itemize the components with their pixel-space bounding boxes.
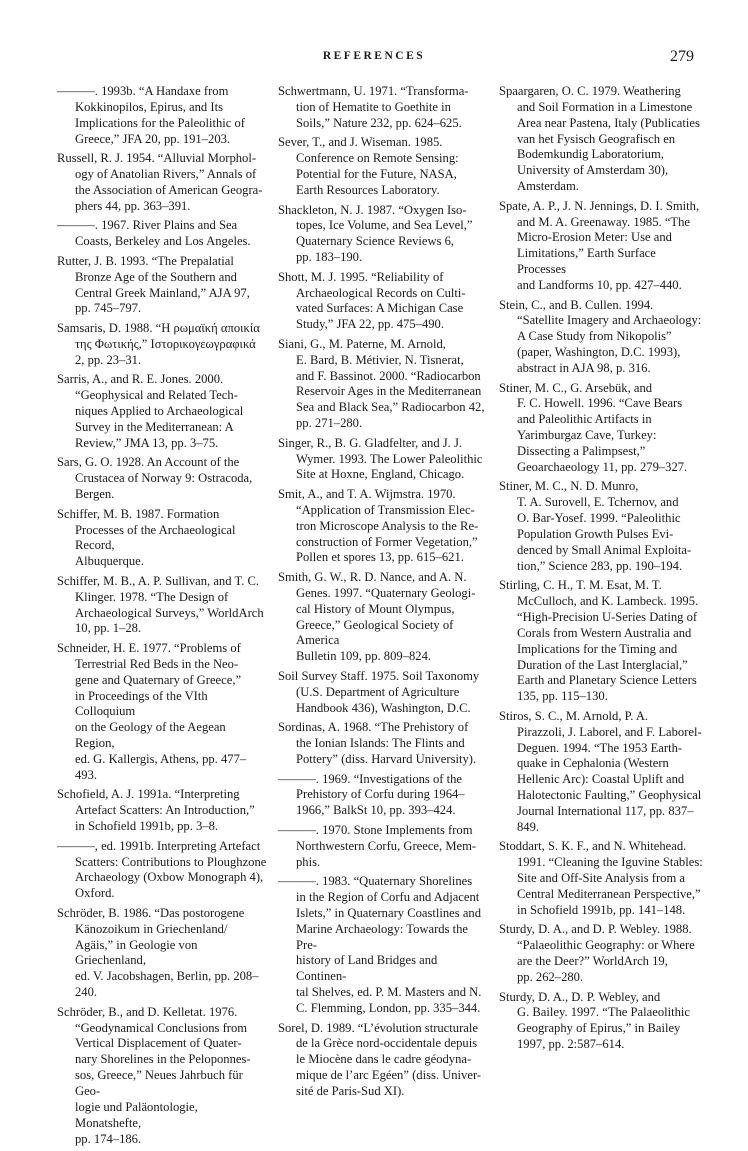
- reference-entry: [278, 337, 488, 432]
- reference-line: 10, pp. 1–28.: [75, 621, 142, 636]
- reference-line: Crustacea of Norway 9: Ostracoda,: [75, 471, 253, 486]
- reference-line: Duration of the Last Interglacial,”: [517, 657, 688, 672]
- reference-line: 1966,” BalkSt 10, pp. 393–424.: [296, 803, 456, 818]
- reference-line: Deguen. 1994. “The 1953 Earth-: [517, 740, 683, 755]
- page-number: 279: [670, 48, 694, 65]
- reference-line: Pottery” (diss. Harvard University).: [296, 751, 477, 766]
- reference-line: Archaeological Surveys,” WorldArch: [75, 605, 264, 620]
- reference-line: Schröder, B. 1986. “Das postorogene: [57, 905, 245, 920]
- reference-line: Corals from Western Australia and: [517, 625, 692, 640]
- reference-line: sos, Greece,” Neues Jahrbuch für Geo-: [75, 1068, 247, 1098]
- reference-line: Hellenic Arc): Coastal Uplift and: [517, 772, 685, 787]
- reference-entry: [278, 874, 488, 1017]
- reference-line: abstract in AJA 98, p. 316.: [517, 360, 651, 375]
- reference-line: ———. 1993b. “A Handaxe from: [57, 84, 229, 98]
- reference-line: Schneider, H. E. 1977. “Problems of: [57, 641, 241, 656]
- reference-line: Singer, R., B. G. Gladfelter, and J. J.: [278, 435, 463, 450]
- reference-line: 135, pp. 115–130.: [517, 689, 608, 704]
- reference-line: Earth Resources Laboratory.: [296, 182, 440, 197]
- reference-line: A Case Study from Nikopolis”: [517, 329, 672, 344]
- reference-entry: [278, 270, 488, 333]
- reference-line: pp. 262–280.: [517, 969, 584, 984]
- reference-line: McCulloch, and K. Lambeck. 1995.: [517, 594, 699, 609]
- reference-line: “Application of Transmission Elec-: [296, 502, 475, 517]
- reference-line: Spate, A. P., J. N. Jennings, D. I. Smith,: [499, 198, 700, 213]
- reference-line: ed. V. Jacobshagen, Berlin, pp. 208–: [75, 969, 259, 984]
- reference-entry: [278, 720, 488, 768]
- reference-line: Population Growth Pulses Evi-: [517, 526, 674, 541]
- reference-line: Dissecting a Palimpsest,”: [517, 443, 646, 458]
- reference-line: Siani, G., M. Paterne, M. Arnold,: [278, 336, 446, 351]
- reference-line: Stirling, C. H., T. M. Esat, M. T.: [499, 578, 662, 593]
- reference-line: tal Shelves, ed. P. M. Masters and N.: [296, 985, 482, 1000]
- reference-line: Scatters: Contributions to Ploughzone: [75, 854, 267, 869]
- reference-entry: [57, 321, 267, 369]
- reference-entry: [57, 787, 267, 835]
- reference-line: the Ionian Islands: The Flints and: [296, 736, 465, 751]
- reference-entry: [278, 436, 488, 484]
- reference-line: Wymer. 1993. The Lower Paleolithic: [296, 451, 483, 466]
- reference-entry: [499, 479, 707, 574]
- reference-line: University of Amsterdam 30),: [517, 163, 669, 178]
- reference-line: Quaternary Science Reviews 6,: [296, 234, 455, 249]
- reference-line: Genes. 1997. “Quaternary Geologi-: [296, 585, 476, 600]
- reference-line: phis.: [296, 854, 321, 869]
- reference-entry: [57, 507, 267, 570]
- reference-line: the Association of American Geogra-: [75, 182, 263, 197]
- reference-line: Smith, G. W., R. D. Nance, and A. N.: [278, 570, 467, 585]
- reference-line: Greece,” Geological Society of America: [296, 617, 456, 648]
- reference-entry: [57, 906, 267, 1001]
- reference-line: in the Region of Corfu and Adjacent: [296, 890, 480, 905]
- reference-line: van het Fysisch Geografisch en: [517, 131, 676, 146]
- reference-line: in Schofield 1991b, pp. 141–148.: [517, 902, 686, 917]
- reference-line: Geography of Epirus,” in Bailey: [517, 1021, 681, 1036]
- reference-entry: [57, 839, 267, 902]
- reference-line: “Geodynamical Conclusions from: [75, 1020, 248, 1035]
- reference-line: Site at Hoxne, England, Chicago.: [296, 467, 465, 482]
- reference-line: history of Land Bridges and Continen-: [296, 953, 441, 984]
- reference-line: Amsterdam.: [517, 179, 579, 194]
- reference-line: ———. 1970. Stone Implements from: [278, 822, 473, 837]
- reference-line: Stein, C., and B. Cullen. 1994.: [499, 297, 654, 312]
- reference-entry: [278, 669, 488, 717]
- reference-line: in Schofield 1991b, pp. 3–8.: [75, 819, 219, 834]
- reference-line: G. Bailey. 1997. “The Palaeolithic: [517, 1005, 690, 1020]
- reference-line: Central Greek Mainland,” AJA 97,: [75, 285, 250, 300]
- reference-entry: [499, 922, 707, 985]
- reference-line: Vertical Displacement of Quater-: [75, 1036, 242, 1051]
- reference-line: and Soil Formation in a Limestone: [517, 99, 693, 114]
- reference-line: “High-Precision U-Series Dating of: [517, 609, 698, 624]
- reference-entry: [57, 84, 267, 147]
- reference-line: Soils,” Nature 232, pp. 624–625.: [296, 115, 462, 130]
- reference-line: 240.: [75, 985, 98, 1000]
- reference-line: tion of Hematite to Goethite in: [296, 99, 451, 114]
- reference-line: Albuquerque.: [75, 554, 144, 569]
- reference-line: Implications for the Timing and: [517, 641, 678, 656]
- reference-line: Sars, G. O. 1928. An Account of the: [57, 455, 240, 470]
- reference-line: Central Mediterranean Perspective,”: [517, 886, 701, 901]
- reference-line: niques Applied to Archaeological: [75, 404, 244, 419]
- reference-line: Russell, R. J. 1954. “Alluvial Morphol-: [57, 151, 257, 166]
- reference-line: Stiner, M. C., N. D. Munro,: [499, 479, 639, 494]
- reference-line: της Φωτικής,” Ιστορικογεωγραφικά: [75, 336, 256, 351]
- reference-line: Sturdy, D. A., D. P. Webley, and: [499, 989, 661, 1004]
- reference-line: Conference on Remote Sensing:: [296, 151, 459, 166]
- reference-line: “Palaeolithic Geography: or Where: [517, 938, 695, 953]
- reference-entry: [57, 641, 267, 784]
- reference-line: Micro-Erosion Meter: Use and: [517, 230, 672, 245]
- reference-line: Sarris, A., and R. E. Jones. 2000.: [57, 372, 224, 387]
- reference-entry: [278, 1021, 488, 1100]
- reference-line: 493.: [75, 767, 98, 782]
- reference-line: le Miocène dans le cadre géodyna-: [296, 1052, 472, 1067]
- reference-line: pp. 271–280.: [296, 416, 363, 431]
- reference-entry: [57, 1005, 267, 1148]
- reference-entry: [278, 135, 488, 198]
- reference-line: Prehistory of Corfu during 1964–: [296, 787, 465, 802]
- reference-line: Rutter, J. B. 1993. “The Prepalatial: [57, 253, 234, 268]
- reference-line: Survey in the Mediterranean: A: [75, 419, 234, 434]
- page-header: [0, 50, 748, 72]
- reference-line: Bergen.: [75, 487, 115, 502]
- reference-line: Yarimburgaz Cave, Turkey:: [517, 428, 657, 443]
- reference-line: Spaargaren, O. C. 1979. Weathering: [499, 84, 681, 98]
- reference-line: Review,” JMA 13, pp. 3–75.: [75, 435, 219, 450]
- reference-line: 1997, pp. 2:587–614.: [517, 1037, 625, 1052]
- reference-line: Pirazzoli, J. Laborel, and F. Laborel-: [517, 724, 702, 739]
- reference-line: Bodemkundig Laboratorium,: [517, 147, 664, 162]
- reference-line: Area near Pastena, Italy (Publicaties: [517, 115, 700, 130]
- reference-line: Soil Survey Staff. 1975. Soil Taxonomy: [278, 668, 480, 683]
- reference-line: Schwertmann, U. 1971. “Transforma-: [278, 84, 469, 98]
- reference-line: Artefact Scatters: An Introduction,”: [75, 803, 255, 818]
- reference-line: Shott, M. J. 1995. “Reliability of: [278, 269, 444, 284]
- reference-line: in Proceedings of the VIth Colloquium: [75, 688, 211, 719]
- reference-line: denced by Small Animal Exploita-: [517, 542, 692, 557]
- reference-line: F. C. Howell. 1996. “Cave Bears: [517, 396, 683, 411]
- reference-entry: [499, 84, 707, 195]
- reference-line: Bronze Age of the Southern and: [75, 269, 237, 284]
- reference-line: gene and Quaternary of Greece,”: [75, 672, 242, 687]
- reference-entry: [499, 381, 707, 476]
- reference-line: sité de Paris-Sud XI).: [296, 1083, 405, 1098]
- reference-line: and F. Bassinot. 2000. “Radiocarbon: [296, 368, 481, 383]
- reference-line: Northwestern Corfu, Greece, Mem-: [296, 838, 477, 853]
- reference-line: “Geophysical and Related Tech-: [75, 388, 238, 403]
- reference-line: are the Deer?” WorldArch 19,: [517, 954, 668, 969]
- reference-line: Reservoir Ages in the Mediterranean: [296, 384, 482, 399]
- reference-line: Sever, T., and J. Wiseman. 1985.: [278, 135, 443, 150]
- reference-entry: [278, 84, 488, 132]
- reference-line: tron Microscope Analysis to the Re-: [296, 518, 479, 533]
- reference-line: cal History of Mount Olympus,: [296, 601, 455, 616]
- reference-line: pp. 174–186.: [75, 1131, 142, 1146]
- reference-line: and Paleolithic Artifacts in: [517, 412, 652, 427]
- reference-line: Schofield, A. J. 1991a. “Interpreting: [57, 787, 240, 802]
- reference-line: Känozoikum in Griechenland/: [75, 921, 228, 936]
- reference-entry: [57, 218, 267, 250]
- reference-line: Site and Off-Site Analysis from a: [517, 871, 686, 886]
- reference-line: Handbook 436), Washington, D.C.: [296, 700, 471, 715]
- reference-line: 849.: [517, 819, 540, 834]
- reference-line: nary Shorelines in the Peloponnes-: [75, 1052, 251, 1067]
- reference-column-3: [499, 84, 707, 1057]
- reference-line: Oxford.: [75, 886, 115, 901]
- reference-line: Sorel, D. 1989. “L’évolution structurale: [278, 1020, 478, 1035]
- reference-line: ———. 1969. “Investigations of the: [278, 771, 462, 786]
- reference-entry: [57, 372, 267, 451]
- reference-column-1: [57, 84, 267, 1151]
- reference-line: ogy of Anatolian Rivers,” Annals of: [75, 167, 257, 182]
- reference-line: Geoarchaeology 11, pp. 279–327.: [517, 459, 688, 474]
- reference-line: Archaeological Records on Culti-: [296, 285, 466, 300]
- reference-line: ———. 1983. “Quaternary Shorelines: [278, 874, 473, 889]
- reference-line: 1991. “Cleaning the Iguvine Stables:: [517, 855, 703, 870]
- reference-line: on the Geology of the Aegean Region,: [75, 720, 229, 751]
- reference-entry: [499, 709, 707, 836]
- reference-line: Kokkinopilos, Epirus, and Its: [75, 99, 223, 114]
- reference-line: Stiner, M. C., G. Arsebük, and: [499, 380, 653, 395]
- reference-line: pp. 745–797.: [75, 301, 142, 316]
- reference-line: O. Bar-Yosef. 1999. “Paleolithic: [517, 511, 681, 526]
- reference-entry: [57, 151, 267, 214]
- reference-line: E. Bard, B. Métivier, N. Tisnerat,: [296, 352, 464, 367]
- reference-line: Samsaris, D. 1988. “Η ρωμαϊκή αποικία: [57, 321, 260, 335]
- reference-line: ———. 1967. River Plains and Sea: [57, 218, 238, 233]
- reference-line: Limitations,” Earth Surface Processes: [517, 246, 659, 277]
- reference-line: Klinger. 1978. “The Design of: [75, 589, 229, 604]
- reference-entry: [499, 298, 707, 377]
- reference-line: phers 44, pp. 363–391.: [75, 198, 191, 213]
- reference-line: ———, ed. 1991b. Interpreting Artefact: [57, 838, 261, 853]
- reference-line: (U.S. Department of Agriculture: [296, 684, 460, 699]
- reference-line: and M. A. Greenaway. 1985. “The: [517, 214, 690, 229]
- reference-line: Study,” JFA 22, pp. 475–490.: [296, 317, 444, 332]
- reference-entry: [278, 203, 488, 266]
- reference-line: vated Surfaces: A Michigan Case: [296, 301, 464, 316]
- reference-line: Sordinas, A. 1968. “The Prehistory of: [278, 720, 469, 735]
- reference-line: Processes of the Archaeological Record,: [75, 522, 239, 553]
- reference-line: Terrestrial Red Beds in the Neo-: [75, 656, 239, 671]
- reference-line: Halotectonic Faulting,” Geophysical: [517, 788, 702, 803]
- reference-line: logie und Paläontologie, Monatshefte,: [75, 1099, 201, 1130]
- reference-line: topes, Ice Volume, and Sea Level,”: [296, 218, 473, 233]
- reference-entry: [278, 570, 488, 665]
- reference-entry: [499, 990, 707, 1053]
- reference-line: de la Grèce nord-occidentale depuis: [296, 1036, 478, 1051]
- reference-line: Potential for the Future, NASA,: [296, 167, 457, 182]
- reference-line: Bulletin 109, pp. 809–824.: [296, 649, 432, 664]
- reference-line: Schröder, B., and D. Kelletat. 1976.: [57, 1004, 238, 1019]
- reference-line: Coasts, Berkeley and Los Angeles.: [75, 234, 251, 249]
- reference-line: Sturdy, D. A., and D. P. Webley. 1988.: [499, 922, 692, 937]
- reference-line: “Satellite Imagery and Archaeology:: [517, 313, 702, 328]
- reference-line: Stiros, S. C., M. Arnold, P. A.: [499, 708, 649, 723]
- reference-line: T. A. Surovell, E. Tchernov, and: [517, 495, 679, 510]
- reference-line: tion,” Science 283, pp. 190–194.: [517, 558, 683, 573]
- reference-entry: [278, 772, 488, 820]
- reference-line: construction of Former Vegetation,”: [296, 534, 478, 549]
- reference-line: 2, pp. 23–31.: [75, 352, 142, 367]
- reference-line: Marine Archaeology: Towards the Pre-: [296, 921, 472, 952]
- reference-entry: [499, 578, 707, 705]
- reference-entry: [57, 574, 267, 637]
- reference-line: Agäis,” in Geologie von Griechenland,: [75, 937, 201, 968]
- reference-line: C. Flemming, London, pp. 335–344.: [296, 1000, 481, 1015]
- reference-column-2: [278, 84, 488, 1104]
- reference-line: Greece,” JFA 20, pp. 191–203.: [75, 131, 231, 146]
- reference-entry: [278, 487, 488, 566]
- reference-line: quake in Cephalonia (Western: [517, 756, 669, 771]
- reference-line: mique de l’arc Egéen” (diss. Univer-: [296, 1068, 482, 1083]
- reference-line: Smit, A., and T. A. Wijmstra. 1970.: [278, 487, 456, 502]
- reference-entry: [499, 839, 707, 918]
- reference-line: pp. 183–190.: [296, 250, 363, 265]
- reference-line: Pollen et spores 13, pp. 615–621.: [296, 550, 464, 565]
- reference-line: (paper, Washington, D.C. 1993),: [517, 345, 681, 360]
- reference-line: Earth and Planetary Science Letters: [517, 673, 697, 688]
- reference-line: Journal International 117, pp. 837–: [517, 803, 694, 818]
- reference-entry: [499, 199, 707, 294]
- reference-line: Shackleton, N. J. 1987. “Oxygen Iso-: [278, 202, 467, 217]
- reference-line: Schiffer, M. B. 1987. Formation: [57, 506, 220, 521]
- reference-line: Sea and Black Sea,” Radiocarbon 42,: [296, 400, 485, 415]
- reference-line: Archaeology (Oxbow Monograph 4),: [75, 870, 264, 885]
- reference-line: Schiffer, M. B., A. P. Sullivan, and T. C.: [57, 573, 260, 588]
- reference-line: Stoddart, S. K. F., and N. Whitehead.: [499, 839, 687, 854]
- running-head: REFERENCES: [322, 50, 426, 62]
- reference-entry: [57, 455, 267, 503]
- reference-entry: [278, 823, 488, 871]
- reference-line: Islets,” in Quaternary Coastlines and: [296, 905, 482, 920]
- reference-entry: [57, 254, 267, 317]
- reference-line: and Landforms 10, pp. 427–440.: [517, 277, 682, 292]
- reference-line: Implications for the Paleolithic of: [75, 115, 245, 130]
- reference-line: ed. G. Kallergis, Athens, pp. 477–: [75, 751, 247, 766]
